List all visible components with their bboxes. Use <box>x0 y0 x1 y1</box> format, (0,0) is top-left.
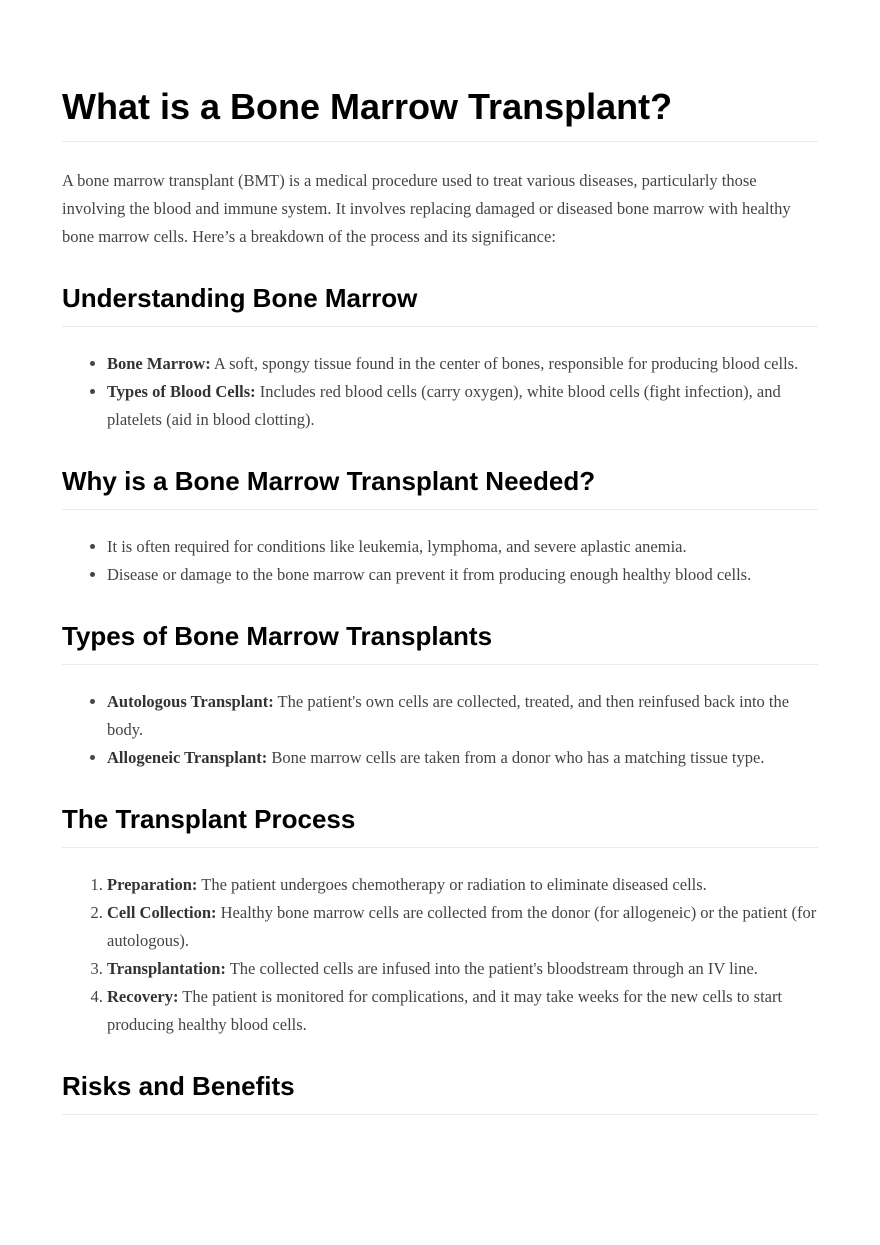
heading-types: Types of Bone Marrow Transplants <box>62 619 818 665</box>
intro-paragraph: A bone marrow transplant (BMT) is a medical procedure used to treat various diseases, particularly those involving the blood and immune system. It involves replacing damaged or diseased bone marrow with healthy bone marrow cells. Here’s a breakdown of the process and its significance: <box>62 171 791 246</box>
term: Types of Blood Cells: <box>107 382 256 401</box>
list-understanding <box>62 350 818 434</box>
list-item <box>107 983 818 1039</box>
heading-understanding: Understanding Bone Marrow <box>62 281 818 327</box>
desc: Includes red blood cells (carry oxygen), white blood cells (fight infection), and platelets (aid in blood clotting). <box>107 382 781 429</box>
desc: Bone marrow cells are taken from a donor who has a matching tissue type. <box>267 748 765 767</box>
desc: The collected cells are infused into the patient's bloodstream through an IV line. <box>225 959 758 978</box>
list-item <box>107 378 818 434</box>
list-item <box>107 955 818 983</box>
list-process <box>62 871 818 1039</box>
heading-risks-benefits: Risks and Benefits <box>62 1069 818 1115</box>
desc: The patient is monitored for complications, and it may take weeks for the new cells to start producing healthy blood cells. <box>107 987 783 1034</box>
desc: A soft, spongy tissue found in the center of bones, responsible for producing blood cells. <box>210 354 799 373</box>
list-item <box>107 871 818 899</box>
list-item <box>107 899 818 955</box>
heading-why-needed: Why is a Bone Marrow Transplant Needed? <box>62 464 818 510</box>
term: Autologous Transplant: <box>107 692 274 711</box>
desc: The patient's own cells are collected, treated, and then reinfused back into the body. <box>107 692 790 739</box>
list-item <box>107 744 818 772</box>
term: Allogeneic Transplant: <box>107 748 268 767</box>
term: Cell Collection: <box>107 903 217 922</box>
heading-process: The Transplant Process <box>62 802 818 848</box>
term: Preparation: <box>107 875 198 894</box>
list-types <box>62 688 818 772</box>
desc: The patient undergoes chemotherapy or radiation to eliminate diseased cells. <box>197 875 707 894</box>
list-why-needed <box>62 533 818 589</box>
term: Recovery: <box>107 987 179 1006</box>
list-item: • Disease or damage to the bone marrow can prevent it from producing enough healthy blood cells. <box>107 561 818 589</box>
term: Bone Marrow: <box>107 354 211 373</box>
list-item <box>107 688 818 744</box>
desc: Healthy bone marrow cells are collected from the donor (for allogeneic) or the patient (for autologous). <box>107 903 817 950</box>
list-item: • It is often required for conditions like leukemia, lymphoma, and severe aplastic anemia. <box>107 533 818 561</box>
list-item <box>107 350 818 378</box>
page-title: What is a Bone Marrow Transplant? <box>62 84 818 142</box>
term: Transplantation: <box>107 959 226 978</box>
